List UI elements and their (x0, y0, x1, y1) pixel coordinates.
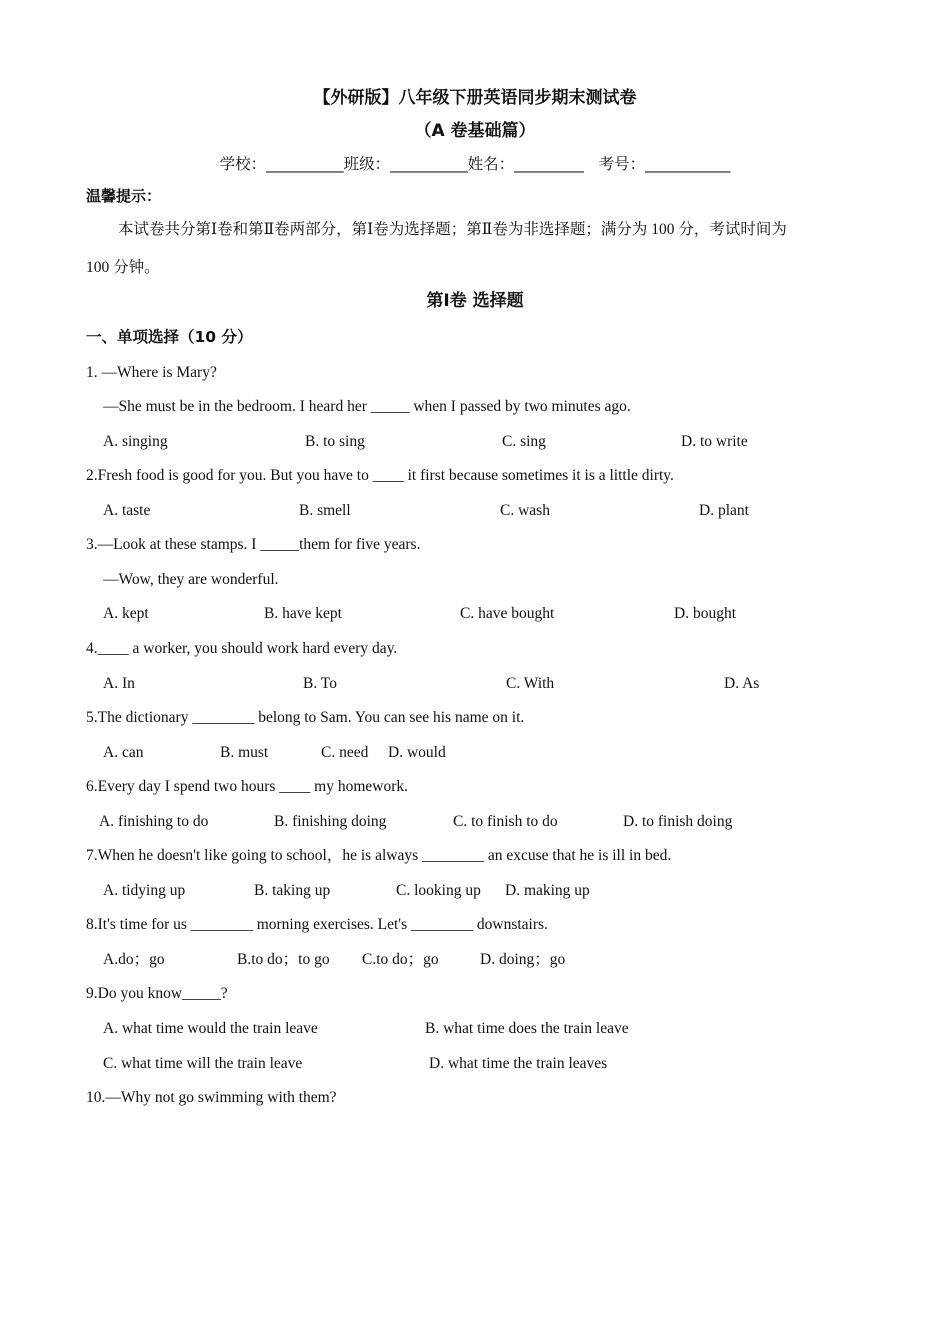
option-a: A. what time would the train leave (103, 1020, 318, 1037)
option-a: A. tidying up (103, 882, 186, 899)
notice-text-line1: 本试卷共分第Ⅰ卷和第Ⅱ卷两部分，第Ⅰ卷为选择题；第Ⅱ卷为非选择题；满分为 100 分，考试时间为 (118, 221, 787, 238)
option-d: D. As (724, 675, 760, 692)
option-b: B. have kept (264, 605, 342, 622)
option-d: D. doing；go (480, 951, 566, 968)
question-stem: 5.The dictionary ________ belong to Sam. You can see his name on it. (86, 709, 525, 726)
option-d: D. would (388, 744, 446, 761)
option-d: D. plant (699, 502, 749, 519)
option-a: A. kept (103, 605, 149, 622)
question-stem: 7.When he doesn't like going to school，he is always ________ an excuse that he is ill in bed. (86, 847, 672, 864)
question-stem: 9.Do you know_____? (86, 985, 228, 1002)
option-d: D. making up (505, 882, 590, 899)
option-b: B. taking up (254, 882, 331, 899)
option-d: D. what time the train leaves (429, 1055, 608, 1072)
part1-title: 第Ⅰ卷 选择题 (426, 291, 524, 311)
option-c: C.to do；go (362, 951, 439, 968)
option-b: B. what time does the train leave (425, 1020, 629, 1037)
notice-label: 温馨提示： (86, 187, 162, 205)
option-a: A. finishing to do (99, 813, 209, 830)
option-b: B. finishing doing (274, 813, 387, 830)
option-a: A.do；go (103, 951, 165, 968)
question-stem: 4.____ a worker, you should work hard every day. (86, 640, 398, 657)
exam-subtitle: （A 卷基础篇） (414, 121, 536, 141)
option-c: C. need (321, 744, 369, 761)
option-b: B. must (220, 744, 269, 761)
question-stem: 6.Every day I spend two hours ____ my homework. (86, 778, 409, 795)
question-stem: 8.It's time for us ________ morning exercises. Let's ________ downstairs. (86, 916, 548, 933)
question-stem: 1. —Where is Mary? (86, 364, 217, 381)
question-stem: 2.Fresh food is good for you. But you have to ____ it first because sometimes it is a little dirty. (86, 467, 674, 484)
section1-title: 一、单项选择（10 分） (86, 328, 253, 346)
option-c: C. what time will the train leave (103, 1055, 303, 1072)
option-d: D. bought (674, 605, 736, 622)
question-stem: —She must be in the bedroom. I heard her _____ when I passed by two minutes ago. (103, 398, 631, 415)
question-stem: —Wow, they are wonderful. (103, 571, 279, 588)
question-stem: 10.—Why not go swimming with them? (86, 1089, 337, 1106)
question-stem: 3.—Look at these stamps. I _____them for five years. (86, 536, 421, 553)
option-a: A. In (103, 675, 135, 692)
option-b: B. To (303, 675, 337, 692)
option-c: C. sing (502, 433, 546, 450)
notice-text-line2: 100 分钟。 (86, 259, 160, 276)
option-c: C. to finish to do (453, 813, 558, 830)
option-b: B. to sing (305, 433, 365, 450)
option-b: B. smell (299, 502, 351, 519)
option-d: D. to write (681, 433, 748, 450)
option-c: C. With (506, 675, 555, 692)
option-a: A. singing (103, 433, 168, 450)
option-a: A. can (103, 744, 144, 761)
option-d: D. to finish doing (623, 813, 733, 830)
exam-title: 【外研版】八年级下册英语同步期末测试卷 (313, 88, 637, 108)
option-c: C. looking up (396, 882, 481, 899)
option-b: B.to do；to go (237, 951, 330, 968)
option-a: A. taste (103, 502, 151, 519)
option-c: C. wash (500, 502, 550, 519)
option-c: C. have bought (460, 605, 555, 622)
student-info-line: 学校：__________班级：__________姓名：_________ 考号：___________ (219, 155, 731, 173)
